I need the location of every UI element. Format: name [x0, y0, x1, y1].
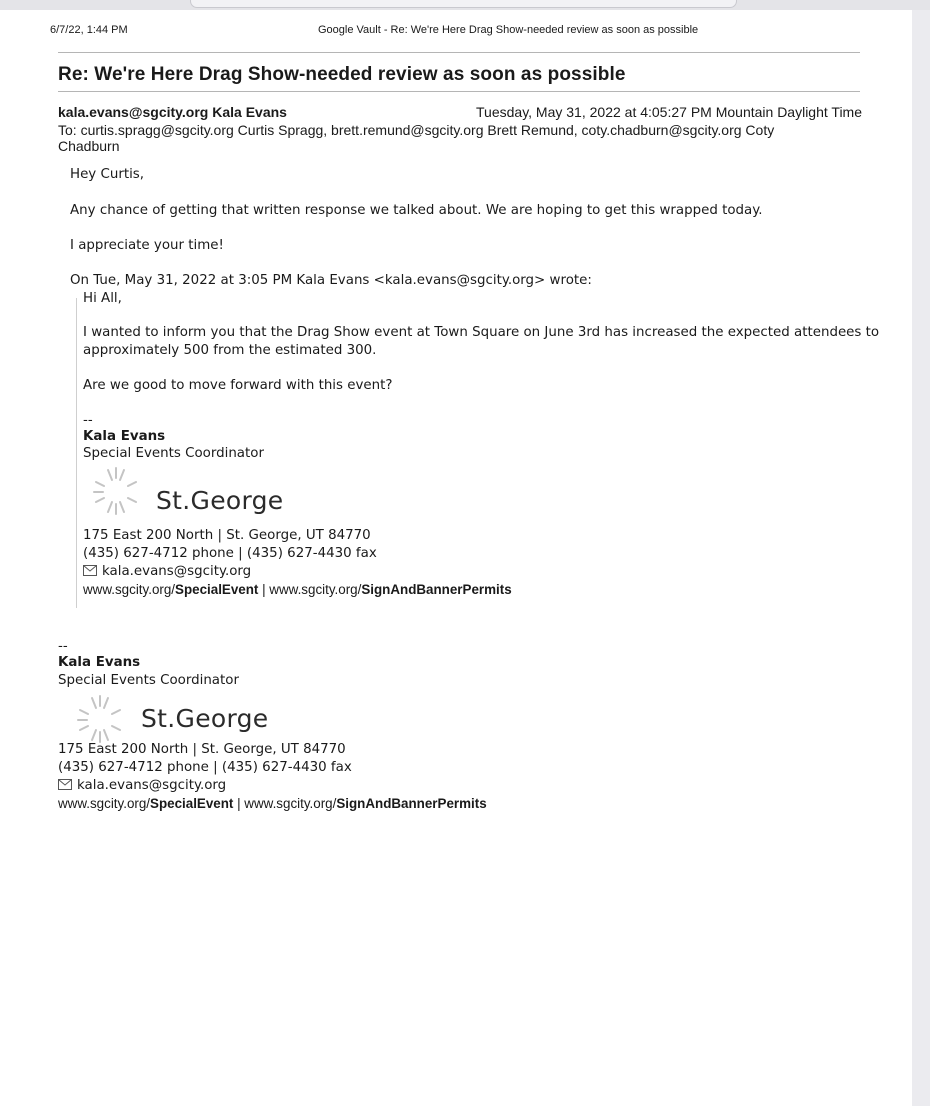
quoted-paragraph-line-1: I wanted to inform you that the Drag Show event at Town Square on June 3rd has increased the expected attendees to — [83, 325, 880, 340]
quoted-paragraph-line-2: approximately 500 from the estimated 300. — [83, 343, 377, 358]
link-prefix: www.sgcity.org/ — [83, 582, 176, 597]
printed-page — [0, 10, 912, 1106]
body-paragraph-1: Any chance of getting that written response we talked about. We are hoping to get this wrapped today. — [70, 203, 763, 218]
envelope-icon — [58, 779, 72, 790]
signature-links — [83, 582, 512, 597]
greeting: Hey Curtis, — [70, 167, 145, 182]
logo-wordmark: St.George — [156, 486, 284, 515]
signature-email-text: kala.evans@sgcity.org — [102, 564, 252, 579]
body-paragraph-2: I appreciate your time! — [70, 238, 224, 253]
print-date: 6/7/22, 1:44 PM — [50, 24, 128, 36]
logo-wordmark: St.George — [141, 704, 269, 733]
print-title: Google Vault - Re: We're Here Drag Show-needed review as soon as possible — [318, 24, 699, 36]
recipients-line-1: To: curtis.spragg@sgcity.org Curtis Spragg, brett.remund@sgcity.org Brett Remund, coty.chadburn@sgcity.org Coty — [58, 122, 775, 138]
sender: kala.evans@sgcity.org Kala Evans — [58, 104, 287, 120]
signature-name: Kala Evans — [83, 429, 166, 444]
quoted-greeting: Hi All, — [83, 291, 122, 306]
signature-address: 175 East 200 North | St. George, UT 84770 — [83, 528, 371, 543]
signature-separator: -- — [58, 639, 68, 654]
sun-logo-icon — [72, 692, 128, 744]
signature-email — [58, 778, 226, 793]
recipients — [58, 122, 818, 154]
browser-tab-edge — [190, 0, 737, 8]
signature-title: Special Events Coordinator — [58, 673, 239, 688]
recipients-line-2: Chadburn — [58, 138, 120, 154]
from-line — [58, 104, 862, 120]
special-event-link[interactable]: SpecialEvent — [150, 796, 234, 811]
divider — [58, 52, 860, 53]
signature-address: 175 East 200 North | St. George, UT 84770 — [58, 742, 346, 757]
quote-attribution: On Tue, May 31, 2022 at 3:05 PM Kala Evans <kala.evans@sgcity.org> wrote: — [70, 273, 592, 288]
link-separator: | www.sgcity.org/ — [258, 582, 362, 597]
special-event-link[interactable]: SpecialEvent — [175, 582, 259, 597]
signature-separator: -- — [83, 413, 93, 428]
signature-links — [58, 796, 487, 811]
sun-logo-icon — [88, 464, 144, 516]
email-subject: Re: We're Here Drag Show-needed review as soon as possible — [58, 64, 626, 85]
signature-name: Kala Evans — [58, 655, 141, 670]
signature-title: Special Events Coordinator — [83, 446, 264, 461]
signature-phone: (435) 627-4712 phone | (435) 627-4430 fax — [83, 546, 377, 561]
signature-phone: (435) 627-4712 phone | (435) 627-4430 fax — [58, 760, 352, 775]
envelope-icon — [83, 565, 97, 576]
sent-date: Tuesday, May 31, 2022 at 4:05:27 PM Mountain Daylight Time — [476, 104, 862, 120]
divider — [58, 91, 860, 92]
link-separator: | www.sgcity.org/ — [233, 796, 337, 811]
sign-banner-permits-link[interactable]: SignAndBannerPermits — [361, 582, 512, 597]
signature-email-text: kala.evans@sgcity.org — [77, 778, 227, 793]
link-prefix: www.sgcity.org/ — [58, 796, 151, 811]
quoted-question: Are we good to move forward with this event? — [83, 378, 393, 393]
signature-email — [83, 564, 251, 579]
quote-bar — [76, 298, 80, 608]
browser-top-strip — [0, 0, 930, 10]
sign-banner-permits-link[interactable]: SignAndBannerPermits — [336, 796, 487, 811]
